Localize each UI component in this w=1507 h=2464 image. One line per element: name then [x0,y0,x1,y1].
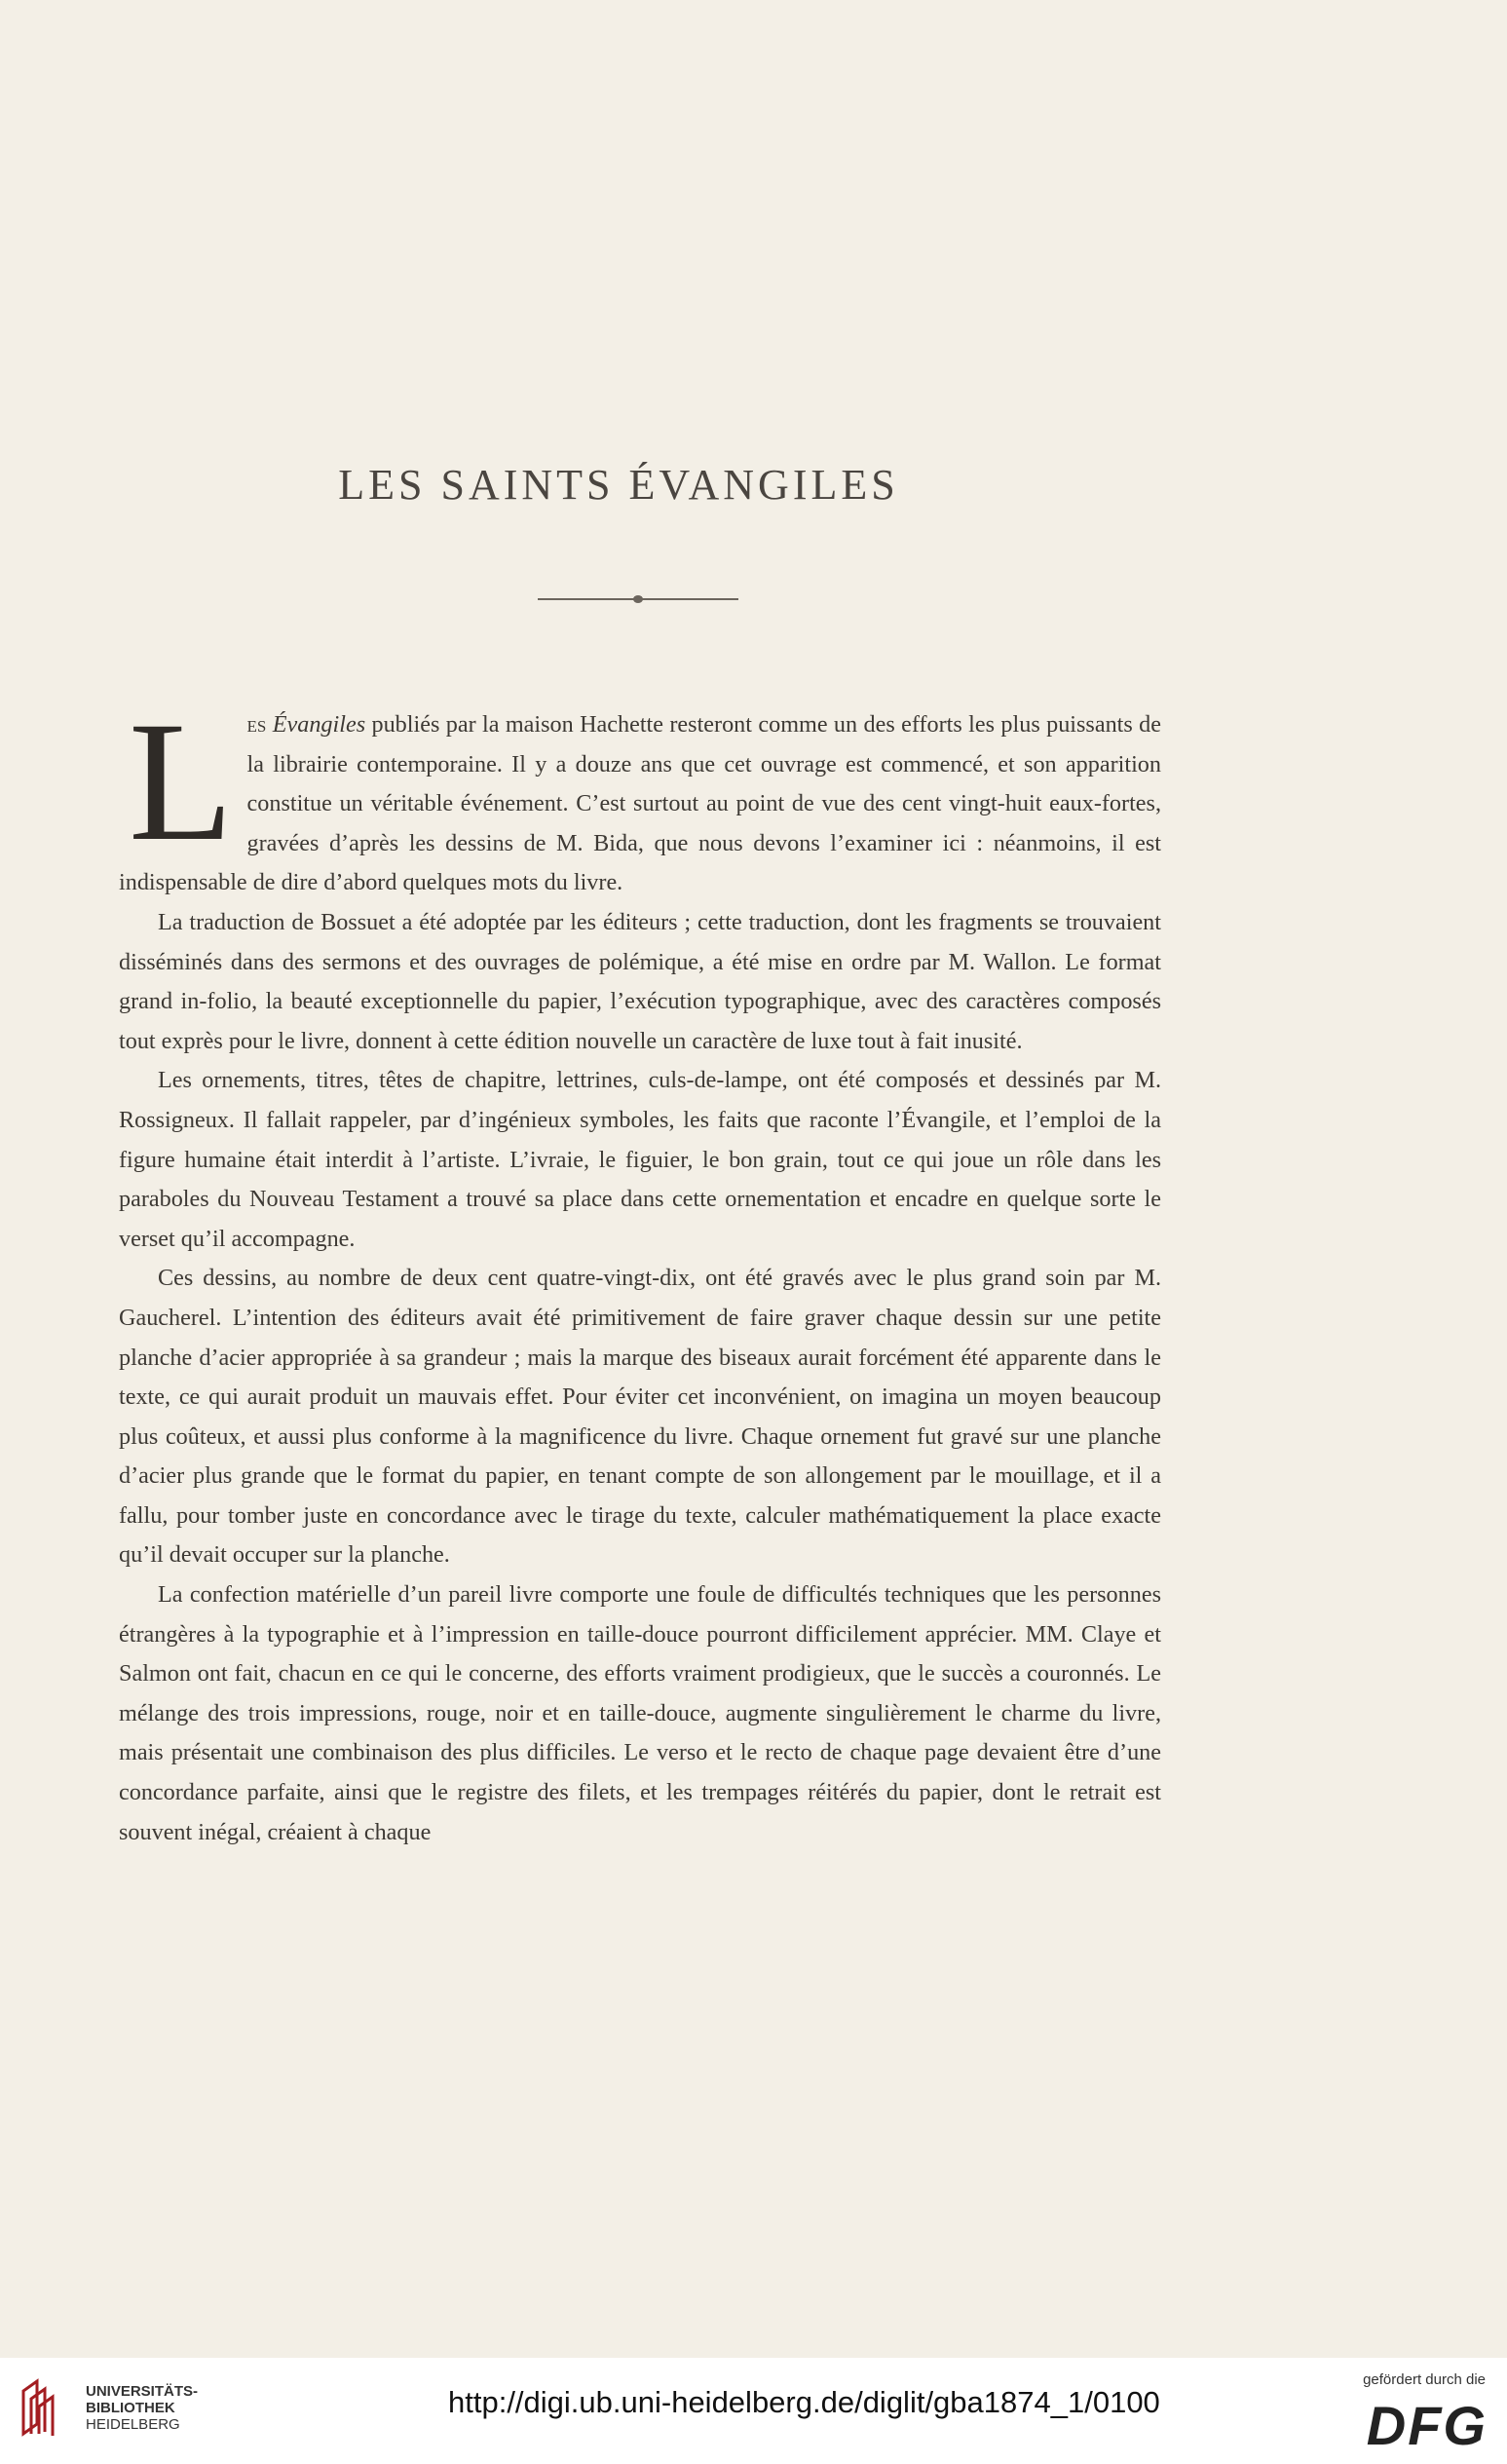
title-divider-ornament [633,595,643,603]
first-italic-word: Évangiles [272,711,366,738]
paragraph-2: La traduction de Bossuet a été adoptée par les éditeurs ; cette traduction, dont les fragments se trouvaient disséminés dans des sermons et des ouvrages de polémique, a été mise en ordre par M. Wallon. Le format grand in-folio, la beauté exceptionnelle du papier, l’exécution typographique, avec des caractères composés tout exprès pour le livre, donnent à cette édition nouvelle un caractère de luxe tout à fait inusité. [119,908,1161,1054]
paragraph-1-text: publiés par la maison Hachette resteront comme un des efforts les plus puissants de la librairie contemporaine. Il y a douze ans que cet ouvrage est commencé, et son apparition constitue un véritable événement. C’est surtout au point de vue des cent vingt-huit eaux-fortes, gravées d’après les dessins de M. Bida, que nous devons l’examiner ici : néanmoins, il est indispensable de dire d’abord quelques mots du livre. [119,711,1161,896]
first-word-smallcaps: es [246,711,267,738]
drop-cap: L [129,687,234,877]
library-name-line-3: HEIDELBERG [86,2416,180,2433]
funding-caption: gefördert durch die [1363,2371,1486,2388]
dfg-logo: DFG [1366,2395,1488,2456]
library-name-line-2: BIBLIOTHEK [86,2400,175,2416]
paragraph-5: La confection matérielle d’un pareil livre comporte une foule de difficultés techniques que les personnes étrangères à la typographie et à l’impression en taille-douce pourront difficilement apprécier. MM. Claye et Salmon ont fait, chacun en ce qui le concerne, des efforts vraiment prodigieux, que le succès a couronnés. Le mélange des trois impressions, rouge, noir et en taille-douce, augmente singulièrement le charme du livre, mais présentait une combinaison des plus difficiles. Le verso et le recto de chaque page devaient être d’une concordance parfaite, ainsi que le registre des filets, et les trempages réitérés du papier, dont le retrait est souvent inégal, créaient à chaque [119,1581,1161,1845]
permalink-url[interactable]: http://digi.ub.uni-heidelberg.de/diglit/gba1874_1/0100 [448,2385,1160,2419]
article-body [119,687,1161,1852]
paragraph-4: Ces dessins, au nombre de deux cent quatre-vingt-dix, ont été gravés avec le plus grand soin par M. Gaucherel. L’intention des éditeurs avait été primitivement de faire graver chaque dessin sur une petite planche d’acier appropriée à sa grandeur ; mais la marque des biseaux aurait forcément été apparente dans le texte, ce qui aurait produit un mauvais effet. Pour éviter cet inconvénient, on imagina un moyen beaucoup plus coûteux, et aussi plus conforme à la magnificence du livre. Chaque ornement fut gravé sur une planche d’acier plus grande que le format du papier, en tenant compte de son allongement par le mouillage, et il a fallu, pour tomber juste en concordance avec le tirage du texte, calculer mathématiquement la place exacte qu’il devait occuper sur la planche. [119,1265,1161,1569]
paragraph-1 [119,687,1161,903]
digitization-footer [0,2358,1507,2464]
paragraph-3: Les ornements, titres, têtes de chapitre, lettrines, culs-de-lampe, ont été composés et dessinés par M. Rossigneux. Il fallait rappeler, par d’ingénieux symboles, les faits que raconte l’Évangile, et l’emploi de la figure humaine était interdit à l’artiste. L’ivraie, le figuier, le bon grain, tout ce qui joue un rôle dans les paraboles du Nouveau Testament a trouvé sa place dans cette ornementation et encadre en quelque sorte le verset qu’il accompagne. [119,1067,1161,1252]
library-name-line-1: UNIVERSITÄTS- [86,2383,199,2400]
library-name [86,2383,198,2433]
university-library-logo-icon [18,2377,64,2438]
article-title: LES SAINTS ÉVANGILES [338,461,899,509]
